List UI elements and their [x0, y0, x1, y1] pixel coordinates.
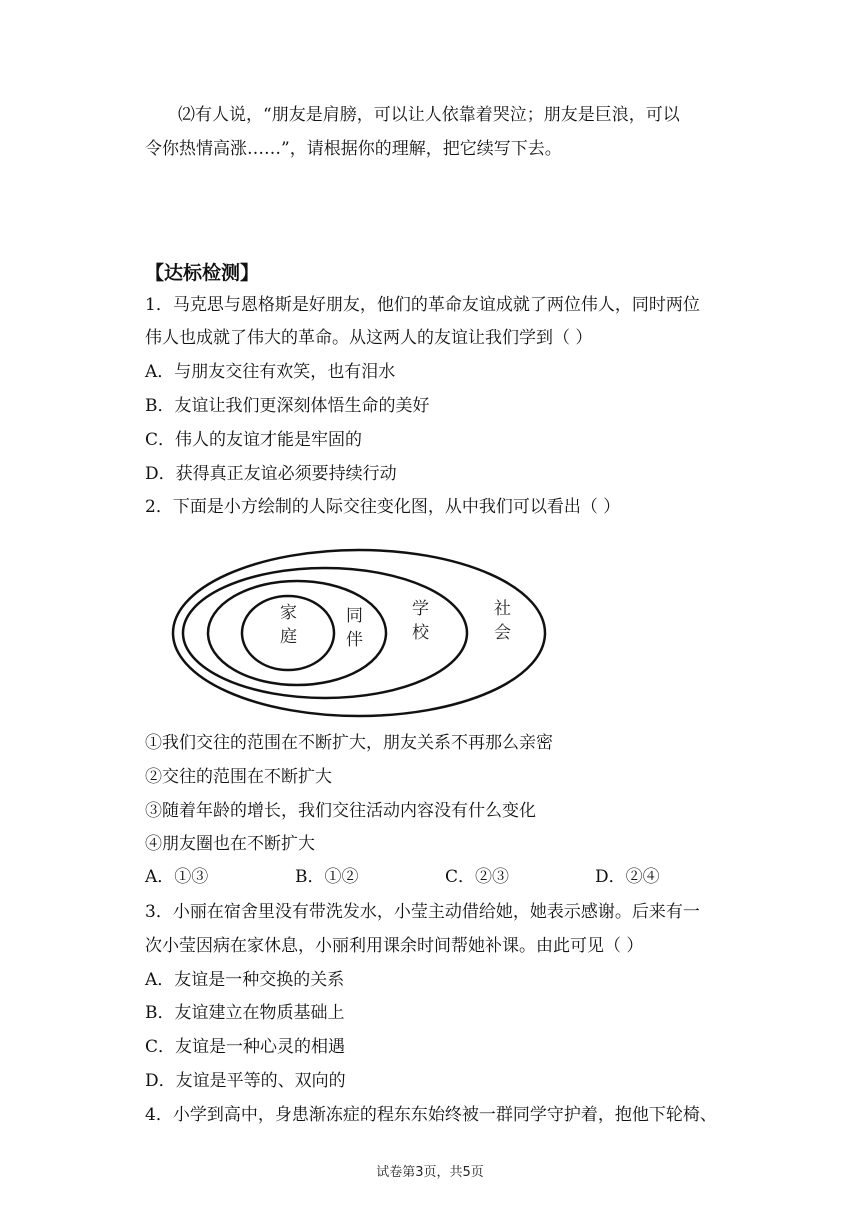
peers-label-1: 同: [346, 606, 363, 626]
q4-stem-line-1: 4．小学到高中，身患渐冻症的程东东始终被一群同学守护着，抱他下轮椅、: [145, 1105, 717, 1125]
q1-option-d: D．获得真正友谊必须要持续行动: [145, 464, 397, 484]
q1-option-b: B．友谊让我们更深刻体悟生命的美好: [145, 396, 430, 416]
q2-choice-c: C．②③: [445, 867, 510, 887]
q2-choice-a: A．①③: [145, 867, 209, 887]
q2-statement-3: ③随着年龄的增长，我们交往活动内容没有什么变化: [145, 801, 536, 821]
q3-option-d: D．友谊是平等的、双向的: [145, 1071, 346, 1091]
q3-option-c: C．友谊是一种心灵的相遇: [145, 1037, 346, 1057]
family-label-2: 庭: [280, 627, 297, 647]
q1-stem-line-1: 1．马克思与恩格斯是好朋友，他们的革命友谊成就了两位伟人，同时两位: [145, 295, 700, 315]
q3-stem-line-1: 3．小丽在宿舍里没有带洗发水，小莹主动借给她，她表示感谢。后来有一: [145, 902, 700, 922]
q2-statement-4: ④朋友圈也在不断扩大: [145, 834, 315, 854]
q3-stem-line-2: 次小莹因病在家休息，小丽利用课余时间帮她补课。由此可见（ ）: [145, 936, 644, 956]
q1-option-c: C．伟人的友谊才能是牢固的: [145, 430, 363, 450]
q2-statement-2: ②交往的范围在不断扩大: [145, 767, 332, 787]
school-label-1: 学: [412, 599, 429, 619]
family-label-1: 家: [280, 603, 297, 623]
q3-option-a: A．友谊是一种交换的关系: [145, 970, 345, 990]
q2-statement-1: ①我们交往的范围在不断扩大，朋友关系不再那么亲密: [145, 733, 553, 753]
q1-option-a: A．与朋友交往有欢笑，也有泪水: [145, 362, 396, 382]
society-label-2: 会: [494, 623, 511, 643]
social-circle-diagram: [170, 547, 550, 719]
peers-label-2: 伴: [346, 630, 363, 650]
q3-option-b: B．友谊建立在物质基础上: [145, 1003, 345, 1023]
q2-choice-b: B．①②: [295, 867, 359, 887]
q1-stem-line-2: 伟人也成就了伟大的革命。从这两人的友谊让我们学到（ ）: [145, 328, 593, 348]
q2-stem: 2．下面是小方绘制的人际交往变化图，从中我们可以看出（ ）: [145, 497, 621, 517]
q2-choice-d: D．②④: [595, 867, 660, 887]
page-footer: 试卷第3页，共5页: [376, 1165, 484, 1180]
intro-line-2: 令你热情高涨……”，请根据你的理解，把它续写下去。: [145, 139, 562, 159]
society-label-1: 社: [494, 599, 511, 619]
section-title: 【达标检测】: [145, 262, 260, 284]
school-label-2: 校: [412, 623, 429, 643]
intro-line-1: ⑵有人说，“朋友是肩膀，可以让人依靠着哭泣；朋友是巨浪，可以: [178, 105, 680, 125]
